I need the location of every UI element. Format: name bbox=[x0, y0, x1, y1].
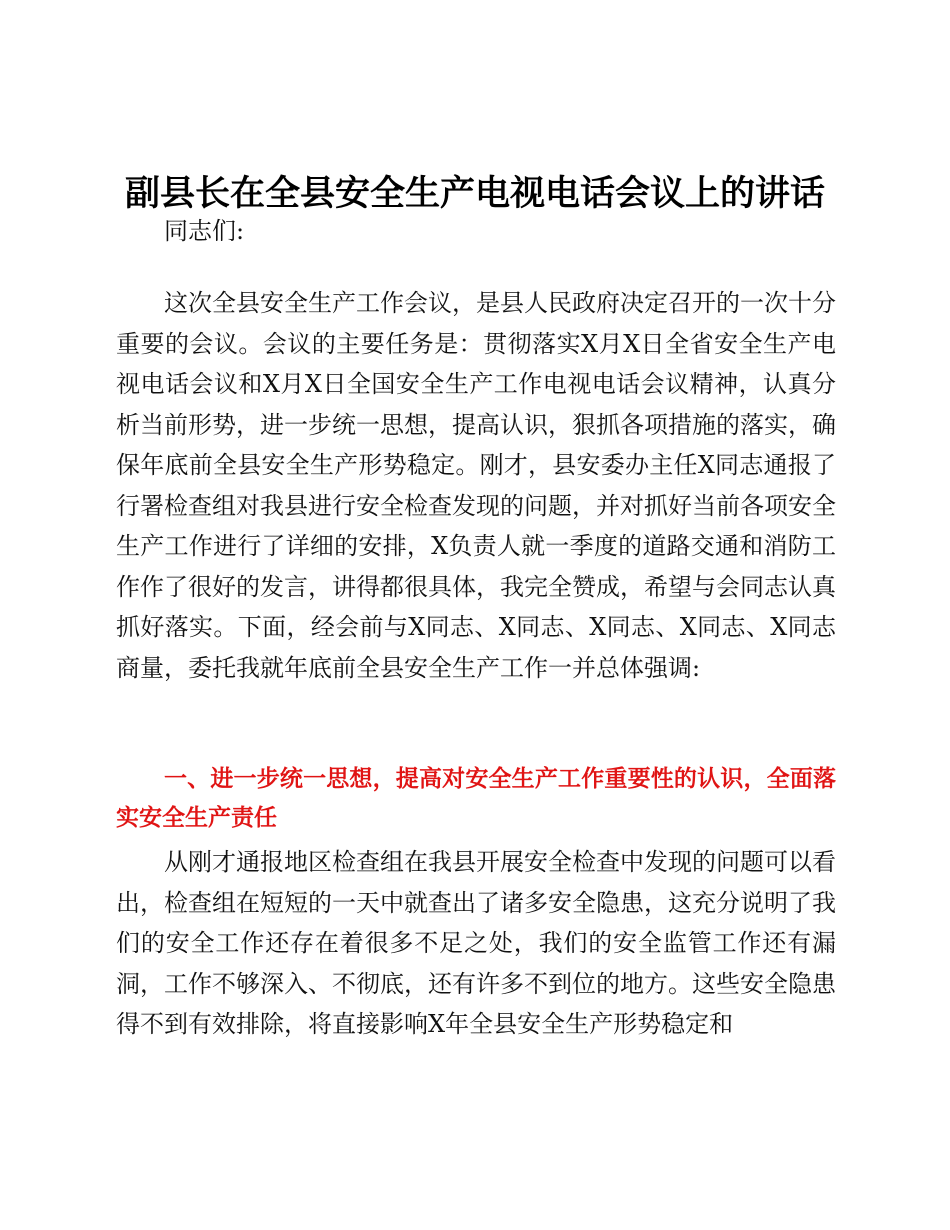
page-title: 副县长在全县安全生产电视电话会议上的讲话 bbox=[124, 173, 825, 214]
section-heading-1: 一、进一步统一思想，提高对安全生产工作重要性的认识，全面落实安全生产责任 bbox=[116, 766, 836, 831]
paragraph-1: 这次全县安全生产工作会议，是县人民政府决定召开的一次十分重要的会议。会议的主要任务是：贯彻落实X月X日全省安全生产电视电话会议和X月X日全国安全生产工作电视电话会议精神，认真分析当前形势，进一步统一思想，提高认识，狠抓各项措施的落实，确保年底前全县安全生产形势稳定。刚才，县安委办主任X同志通报了行署检查组对我县进行安全检查发现的问题，并对抓好当前各项安全生产工作进行了详细的安排，X负责人就一季度的道路交通和消防工作作了很好的发言，讲得都很具体，我完全赞成，希望与会同志认真抓好落实。下面，经会前与X同志、X同志、X同志、X同志、X同志商量，委托我就年底前全县安全生产工作一并总体强调: bbox=[116, 289, 836, 682]
paragraph-2: 从刚才通报地区检查组在我县开展安全检查中发现的问题可以看出，检查组在短短的一天中就查出了诸多安全隐患，这充分说明了我们的安全工作还存在着很多不足之处，我们的安全监管工作还有漏洞，工作不够深入、不彻底，还有许多不到位的地方。这些安全隐患得不到有效排除，将直接影响X年全县安全生产形势稳定和 bbox=[116, 848, 836, 1038]
salutation: 同志们: bbox=[164, 217, 245, 245]
